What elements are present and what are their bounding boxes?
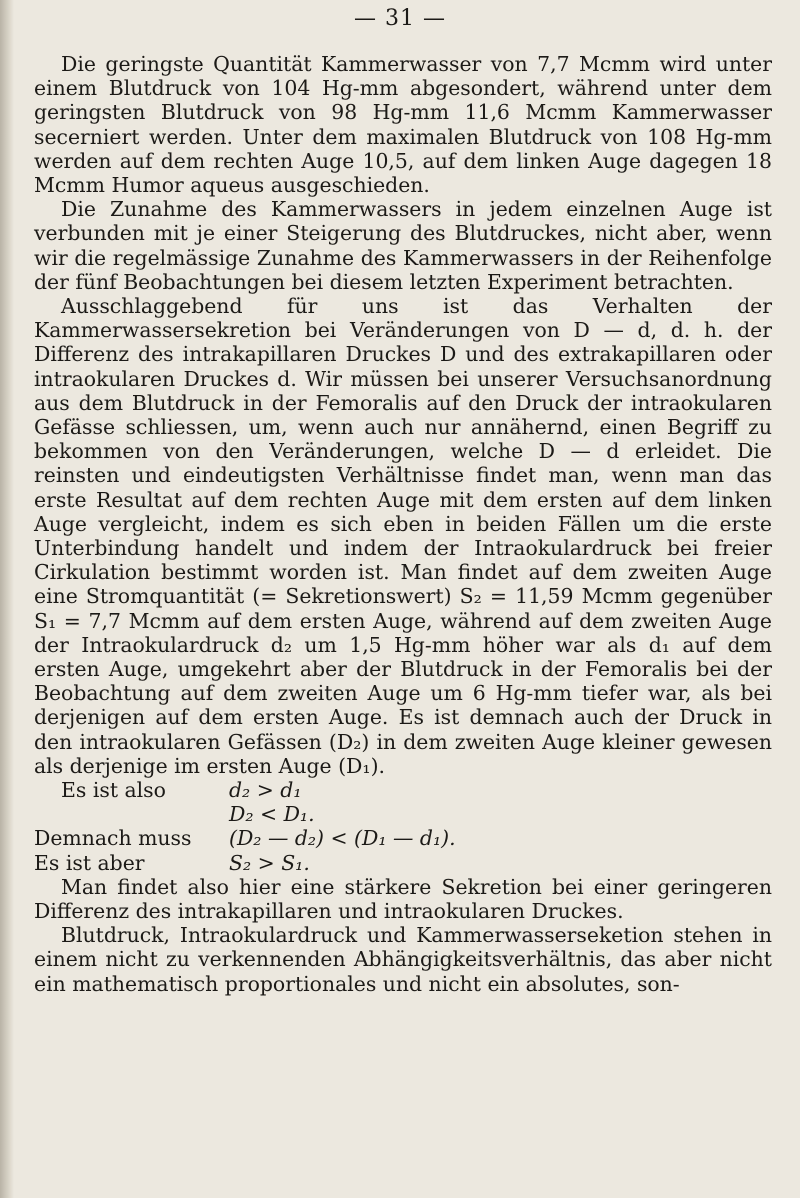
- formula-label: Es ist also: [61, 778, 166, 803]
- formula-expression: (D₂ — d₂) < (D₁ — d₁).: [229, 826, 456, 851]
- formula-row: [34, 778, 772, 802]
- paragraph: Die Zunahme des Kammerwassers in jedem einzelnen Auge ist verbunden mit je einer Steigerung des Blutdruckes, nicht aber, wenn wir die regelmässige Zunahme des Kammerwassers in der Reihenfolge der fünf Beobachtungen bei diesem letzten Experiment betrachten.: [34, 197, 772, 294]
- page-number: — 31 —: [354, 6, 446, 31]
- formula-label: Es ist aber: [34, 850, 145, 875]
- formula-row: [34, 802, 772, 826]
- formula-expression: S₂ > S₁.: [229, 850, 310, 875]
- body-text: [34, 52, 772, 996]
- formula-block: [34, 778, 772, 875]
- paragraph: Ausschlaggebend für uns ist das Verhalten der Kammerwassersekretion bei Veränderungen von D — d, d. h. der Differenz des intrakapillaren Druckes D und des extrakapillaren oder intraokularen Druckes d. Wir müssen bei unserer Versuchsanordnung aus dem Blutdruck in der Femoralis auf den Druck der intraokularen Gefässe schliessen, um, wenn auch nur annähernd, einen Begriff zu bekommen von den Veränderungen, welche D — d erleidet. Die reinsten und eindeutigsten Verhältnisse findet man, wenn man das erste Resultat auf dem rechten Auge mit dem ersten auf dem linken Auge vergleicht, indem es sich eben in beiden Fällen um die erste Unterbindung handelt und indem der Intraokulardruck bei freier Cirkulation bestimmt worden ist. Man findet auf dem zweiten Auge eine Stromquantität (= Sekretionswert) S₂ = 11,59 Mcmm gegenüber S₁ = 7,7 Mcmm auf dem ersten Auge, während auf dem zweiten Auge der Intraokulardruck d₂ um 1,5 Hg-mm höher war als d₁ auf dem ersten Auge, umgekehrt aber der Blutdruck in der Femoralis bei der Beobachtung auf dem zweiten Auge um 6 Hg-mm tiefer war, als bei derjenigen auf dem ersten Auge. Es ist demnach auch der Druck in den intraokularen Gefässen (D₂) in dem zweiten Auge kleiner gewesen als derjenige im ersten Auge (D₁).: [34, 294, 772, 778]
- formula-expression: D₂ < D₁.: [229, 802, 315, 827]
- formula-label: Demnach muss: [34, 826, 192, 851]
- formula-row: [34, 826, 772, 850]
- formula-label: [34, 802, 229, 826]
- paragraph: Die geringste Quantität Kammerwasser von 7,7 Mcmm wird unter einem Blutdruck von 104 Hg-mm abgesondert, während unter dem geringsten Blutdruck von 98 Hg-mm 11,6 Mcmm Kammerwasser secerniert werden. Unter dem maximalen Blutdruck von 108 Hg-mm werden auf dem rechten Auge 10,5, auf dem linken Auge dagegen 18 Mcmm Humor aqueus ausgeschieden.: [34, 52, 772, 198]
- formula-expression: d₂ > d₁: [229, 778, 302, 803]
- paragraph: Blutdruck, Intraokulardruck und Kammerwasserseketion stehen in einem nicht zu verkennenden Abhängigkeitsverhältnis, das aber nicht ein mathematisch proportionales und nicht ein absolutes, son-: [34, 923, 772, 996]
- book-spine-shadow: [0, 0, 14, 1198]
- paragraph: Man findet also hier eine stärkere Sekretion bei einer geringeren Differenz des intrakapillaren und intraokularen Druckes.: [34, 874, 772, 924]
- formula-row: [34, 851, 772, 875]
